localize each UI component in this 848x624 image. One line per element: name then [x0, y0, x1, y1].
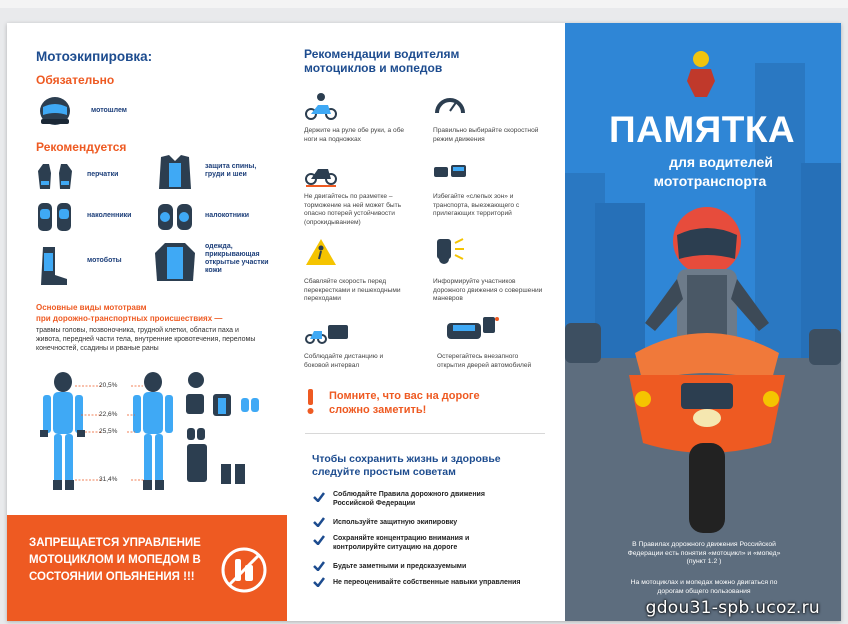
tip-5: Сбавляйте скорость перед перекрестками и пешеходными переходами — [304, 278, 401, 302]
visibility-notice: Помните, что вас на дороге сложно заметить! — [329, 390, 480, 416]
cover-panel — [565, 23, 841, 621]
divider — [305, 433, 545, 434]
back-protector-label: защита спины, груди и шеи — [205, 163, 257, 178]
back-protector-icon — [155, 153, 195, 195]
protective-gear-illustration — [31, 368, 281, 500]
car-door-icon — [443, 313, 503, 343]
check-icon — [313, 577, 325, 587]
elbow-pads-label: налокотники — [205, 212, 250, 219]
injuries-heading-line2: при дорожно-транспортных происшествиях — — [36, 314, 223, 323]
tip-8: Остерегайтесь внезапного открытия дверей автомобилей — [437, 353, 532, 369]
tip-4: Избегайте «слепых зон» и транспорта, выезжающего с прилегающих территорий — [433, 193, 520, 217]
equipment-panel — [7, 23, 287, 621]
exclamation-icon — [305, 389, 317, 415]
watermark: gdou31-spb.ucoz.ru — [645, 598, 820, 618]
cover-title: ПАМЯТКА — [609, 109, 796, 150]
pedestrian-crossing-icon — [304, 237, 338, 267]
advice-4: Будьте заметными и предсказуемыми — [333, 563, 467, 570]
no-alcohol-icon — [219, 545, 269, 595]
advice-5: Не переоценивайте собственные навыки управления — [333, 579, 521, 586]
cars-icon — [433, 157, 467, 187]
advice-title: Чтобы сохранить жизнь и здоровье следуйте простым советам — [312, 453, 501, 478]
gloves-label: перчатки — [87, 171, 119, 178]
cover-footnote-2: На мотоциклах и мопедах можно двигаться по дорогам общего пользования — [630, 579, 778, 595]
tip-6: Информируйте участников дорожного движения о совершении маневров — [433, 278, 543, 302]
boots-label: мотоботы — [87, 257, 122, 264]
helmet-label: мотошлем — [91, 107, 127, 114]
road-marking-icon — [304, 157, 338, 187]
gloves-icon — [35, 161, 75, 191]
elbow-pads-icon — [155, 201, 195, 233]
cover-subtitle-2: мототранспорта — [653, 173, 767, 189]
tip-2: Правильно выбирайте скоростной режим движения — [433, 127, 539, 143]
tip-1: Держите на руле обе руки, а обе ноги на подножках — [304, 127, 405, 143]
top-strip — [0, 0, 848, 8]
equipment-title: Мотоэкипировка: — [36, 49, 153, 64]
tip-7: Соблюдайте дистанцию и боковой интервал — [304, 353, 384, 369]
percent-head: 20,5% — [99, 382, 118, 389]
cover-footnote-1: В Правилах дорожного движения Российской Федерации есть понятия «мотоцикл» и «мопед» (пункт 1.2 ) — [627, 541, 781, 565]
check-icon — [313, 492, 325, 502]
percent-legs: 31,4% — [99, 476, 118, 483]
injuries-heading — [36, 302, 222, 324]
check-icon — [313, 517, 325, 527]
required-heading: Обязательно — [36, 73, 115, 87]
check-icon — [313, 561, 325, 571]
boots-icon — [35, 245, 69, 287]
recommendations-panel — [287, 23, 565, 621]
knee-pads-label: наколенники — [87, 212, 132, 219]
helmet-icon — [37, 95, 73, 127]
jacket-icon — [153, 241, 197, 283]
advice-2: Используйте защитную экипировку — [333, 519, 458, 526]
percent-arms: 25,5% — [99, 428, 118, 435]
advice-3: Сохраняйте концентрацию внимания и контролируйте ситуацию на дороге — [333, 535, 470, 551]
signal-icon — [433, 235, 467, 265]
check-icon — [313, 535, 325, 545]
distance-icon — [304, 317, 350, 347]
injuries-text: травмы головы, позвоночника, грудной клетки, области паха и живота, передней части тела, внутренние кровотечения, переломы конечностей, ссадины и рваные раны — [36, 327, 256, 352]
motorcycle-rider-icon — [304, 91, 338, 121]
knee-pads-icon — [35, 201, 75, 233]
recommended-heading: Рекомендуется — [36, 140, 127, 154]
speedometer-icon — [433, 89, 467, 119]
jacket-label: одежда, прикрывающая открытые участки кожи — [205, 243, 269, 274]
cover-subtitle-1: для водителей — [669, 154, 773, 170]
warning-text: ЗАПРЕЩАЕТСЯ УПРАВЛЕНИЕ МОТОЦИКЛОМ И МОПЕДОМ В СОСТОЯНИИ ОПЬЯНЕНИЯ !!! — [29, 537, 201, 583]
drunk-driving-warning — [7, 515, 287, 621]
brochure — [7, 23, 841, 621]
injuries-heading-line1: Основные виды мототравм — [36, 303, 147, 312]
percent-torso: 22,6% — [99, 411, 118, 418]
advice-1: Соблюдайте Правила дорожного движения Российской Федерации — [333, 491, 485, 507]
recommendations-title: Рекомендации водителям мотоциклов и мопедов — [304, 47, 460, 75]
tip-3: Не двигайтесь по разметке – торможение на ней может быть опасно потерей устойчивости (опрокидыванием) — [304, 193, 402, 226]
